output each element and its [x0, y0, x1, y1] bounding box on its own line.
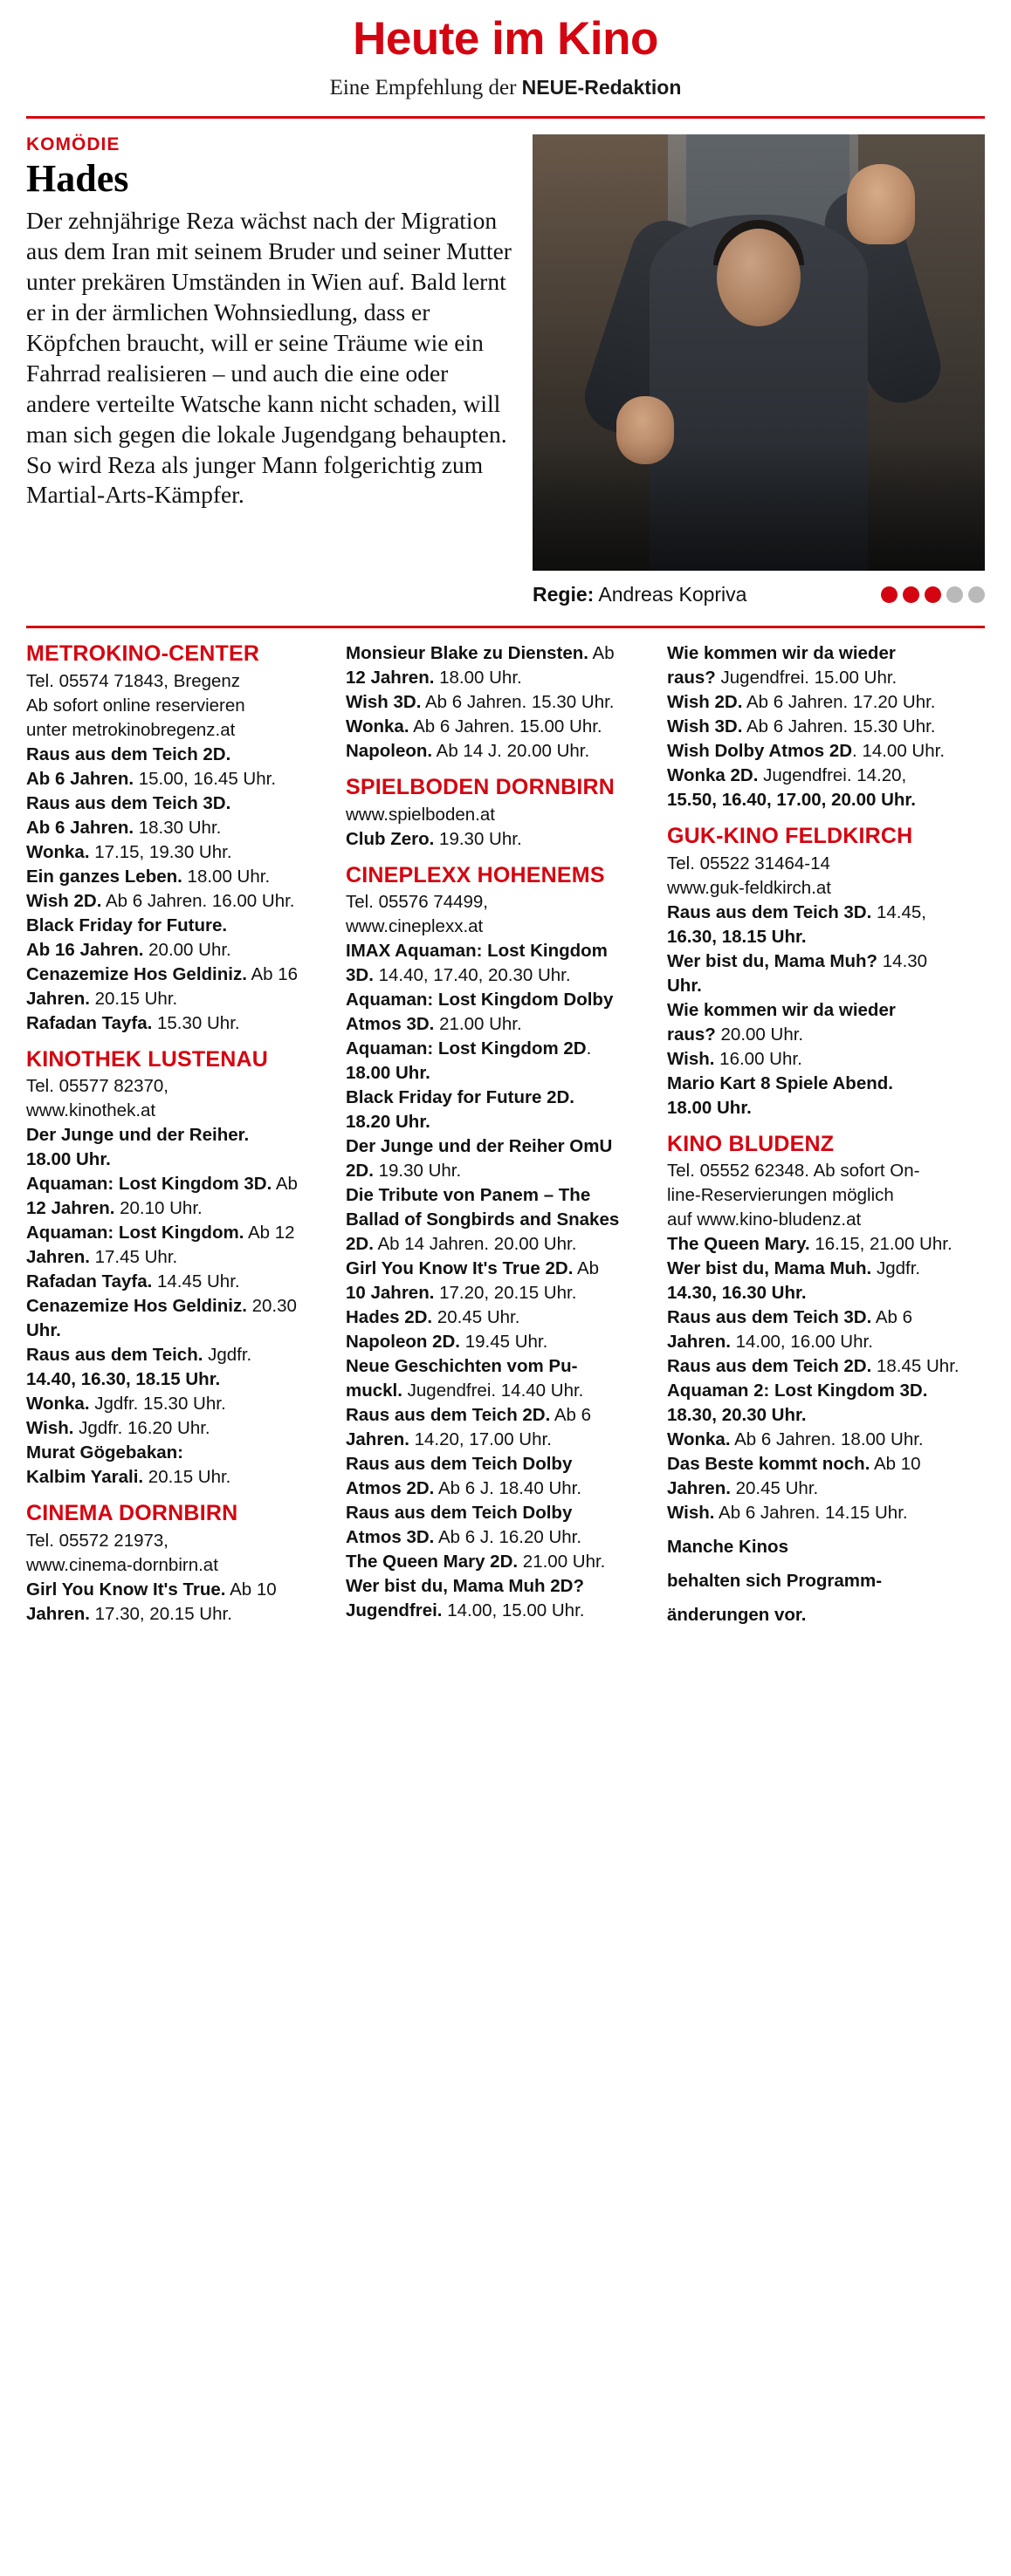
showtime-entry	[667, 975, 966, 997]
showtime-entry-title: 18.20 Uhr.	[346, 1112, 430, 1132]
showtime-entry	[346, 1233, 644, 1255]
showtime-entry	[667, 1404, 966, 1426]
showtime-entry-details: Ab	[272, 1174, 298, 1194]
showtime-entry-title: 14.40, 16.30, 18.15 Uhr.	[26, 1369, 221, 1389]
showtime-entry	[346, 1135, 644, 1157]
showtime-entry	[667, 1428, 966, 1450]
showtime-entry	[346, 1526, 644, 1548]
showtime-entry	[667, 926, 966, 948]
showtime-entry-title: Jahren.	[26, 1247, 90, 1267]
showtime-entry	[26, 1124, 323, 1146]
showtime-entry-title: 10 Jahren.	[346, 1283, 435, 1303]
showtime-entry	[346, 1551, 644, 1572]
showtime-entry	[26, 768, 323, 790]
showtime-entry	[667, 1380, 966, 1401]
showtime-entry-title: Wonka.	[26, 1394, 90, 1414]
showtime-entry-title: Wish Dolby Atmos 2D	[667, 741, 853, 761]
showtime-entry-details: 18.00 Uhr.	[182, 866, 271, 887]
masthead-subtitle	[26, 76, 985, 100]
showtime-entry-title: Raus aus dem Teich.	[26, 1345, 203, 1365]
showtime-entry-title: 18.00 Uhr.	[26, 1149, 111, 1169]
photo-vignette	[533, 440, 985, 571]
showtime-entry	[346, 1502, 644, 1524]
showtime-entry	[26, 1197, 323, 1219]
showtime-entry-title: Girl You Know It's True.	[26, 1579, 226, 1600]
showtime-entry-details: 20.10 Uhr.	[114, 1198, 203, 1218]
showtime-entry-details: 14.45,	[871, 901, 927, 922]
showtime-entry	[667, 1502, 966, 1524]
showtime-entry-title: The Queen Mary.	[667, 1234, 810, 1254]
showtime-entry-title: Atmos 3D.	[346, 1014, 435, 1034]
showtime-entry-details: Ab 10	[870, 1454, 921, 1474]
showtime-entry-title: raus?	[667, 668, 716, 688]
showtime-entry	[346, 1038, 644, 1059]
showtime-entry-title: 2D.	[346, 1161, 374, 1181]
showtime-entry-title: Ein ganzes Leben.	[26, 866, 182, 887]
showtime-entry-details: 16.15, 21.00 Uhr.	[809, 1234, 953, 1254]
showtime-entry	[667, 1048, 966, 1070]
showtime-entry-title: Uhr.	[667, 975, 702, 996]
showtime-entry-details: 19.30 Uhr.	[373, 1161, 462, 1181]
cinema-name[interactable]: KINO BLUDENZ	[667, 1131, 835, 1156]
feature-synopsis: Der zehnjährige Reza wächst nach der Migration aus dem Iran mit seinem Bruder und seiner Mutter unter prekären Umständen in Wien auf. Bald lernt er in der ärmlichen Wohnsiedlung, dass er Köpfchen braucht, will er seine Träume wie ein Fahrrad realisieren – und auch die eine oder andere verteilte Watsche kann nicht schaden, will man sich gegen die lokale Jugendgang behaupten. So wird Reza als junger Mann folgerichtig zum Martial-Arts-Kämpfer.	[26, 207, 512, 509]
cinema-name[interactable]: CINEMA DORNBIRN	[26, 1501, 238, 1525]
cinema-info-line: Tel. 05574 71843, Bregenz	[26, 670, 241, 691]
showtime-entry	[346, 1184, 644, 1206]
showtime-entry-title: 15.50, 16.40, 17.00, 20.00 Uhr.	[667, 790, 916, 810]
showtime-entry	[26, 792, 323, 814]
showtime-entry-title: Cenazemize Hos Geldiniz.	[26, 1296, 247, 1316]
showtime-entry-title: Ab 16 Jahren.	[26, 939, 144, 960]
masthead-subtitle-bold: NEUE-Redaktion	[521, 76, 682, 99]
feature-director-credit	[533, 583, 746, 606]
showtime-entry	[346, 740, 644, 762]
showtime-entry-title: raus?	[667, 1024, 716, 1045]
showtime-entry-title: Wer bist du, Mama Muh 2D?	[346, 1576, 584, 1596]
showtime-entry-title: Wonka.	[346, 716, 409, 736]
showtime-entry-title: Monsieur Blake zu Diensten.	[346, 643, 588, 663]
showtime-entry-title: Wish 2D.	[667, 692, 743, 712]
showtime-entry	[667, 716, 966, 737]
showtime-entry-details: Ab 14 J. 20.00 Uhr.	[432, 741, 590, 761]
showtime-entry	[346, 989, 644, 1011]
showtime-entry	[346, 1111, 644, 1133]
showtime-entry-title: Jahren.	[346, 1429, 409, 1449]
showtime-entry-details: Jugendfrei. 15.00 Uhr.	[715, 668, 898, 688]
showtime-entry	[26, 1417, 323, 1439]
showtime-entry-title: Wish 3D.	[667, 716, 743, 736]
showtime-entry	[667, 691, 966, 713]
showtime-entry-details: Jgdfr. 16.20 Uhr.	[73, 1418, 210, 1438]
showtime-entry-title: Atmos 2D.	[346, 1478, 435, 1498]
showtime-entry-title: Jahren.	[26, 988, 90, 1009]
showtime-entry-details: Ab 6 Jahren. 18.00 Uhr.	[730, 1429, 924, 1449]
showtime-entry	[346, 1404, 644, 1426]
rating-dot	[881, 586, 898, 603]
showtime-entry-title: 12 Jahren.	[346, 668, 435, 688]
showtime-entry-title: 18.30, 20.30 Uhr.	[667, 1405, 807, 1425]
feature-rating	[881, 586, 985, 603]
showtime-entry-details: 19.30 Uhr.	[434, 828, 522, 849]
showtime-entry-title: Club Zero.	[346, 828, 435, 849]
showtime-entry	[667, 789, 966, 811]
showtime-entry	[346, 1380, 644, 1401]
showtime-entry-title: Raus aus dem Teich 3D.	[26, 792, 231, 813]
rating-dot	[968, 586, 985, 603]
showtime-entry	[667, 667, 966, 689]
showtime-entry	[667, 1453, 966, 1475]
showtime-entry-details: Ab 14 Jahren. 20.00 Uhr.	[373, 1234, 577, 1254]
showtime-entry	[26, 1466, 323, 1488]
showtime-entry-details: Jugendfrei. 14.20,	[758, 765, 907, 785]
showtime-entry	[26, 1148, 323, 1170]
page-title: Heute im Kino	[353, 13, 658, 65]
showtime-entry	[346, 940, 644, 962]
showtime-entry-title: Wonka.	[667, 1429, 731, 1449]
showtime-entry-title: Rafadan Tayfa.	[26, 1271, 153, 1291]
showtime-entry-details: .	[586, 1038, 592, 1058]
showtime-entry-title: The Queen Mary 2D.	[346, 1552, 519, 1572]
showtime-entry-details: 15.00, 16.45 Uhr.	[134, 768, 277, 789]
showtime-entry-details: Ab 6 Jahren. 17.20 Uhr.	[742, 692, 936, 712]
showtime-entry-details: Jgdfr.	[871, 1258, 921, 1278]
showtime-entry-details: 18.30 Uhr.	[134, 817, 222, 838]
cinema-info-line: Ab sofort online reservieren	[26, 695, 245, 716]
showtime-entry-details: 14.00, 16.00 Uhr.	[730, 1332, 873, 1352]
showtime-entry-title: Wish.	[667, 1503, 715, 1523]
showtime-entry-title: 14.30, 16.30 Uhr.	[667, 1283, 807, 1303]
showtime-entry-title: Das Beste kommt noch.	[667, 1454, 870, 1474]
showtime-entry	[667, 1355, 966, 1377]
cinema-info-line: Tel. 05572 21973,	[26, 1530, 168, 1551]
showtime-entry	[26, 1271, 323, 1292]
showtime-entry-title: Die Tribute von Panem – The	[346, 1185, 591, 1205]
cinema-info-line: www.kinothek.at	[26, 1100, 156, 1120]
showtime-entry-title: 18.00 Uhr.	[346, 1063, 430, 1083]
photo-figure-head	[717, 229, 801, 326]
showtime-entry-title: Uhr.	[26, 1320, 61, 1340]
cinema-info-line: www.cineplexx.at	[346, 916, 484, 936]
showtime-entry	[26, 866, 323, 887]
feature-film-title: Hades	[26, 157, 129, 200]
showtime-entry-details: Ab 6	[871, 1307, 913, 1327]
showtime-entry-title: Hades 2D.	[346, 1307, 433, 1327]
showtime-entry	[26, 1579, 323, 1600]
cinema-info-line: www.cinema-dornbirn.at	[26, 1554, 218, 1575]
showtime-entry-details: 21.00 Uhr.	[434, 1014, 522, 1034]
showtime-entry-details: 15.30 Uhr.	[152, 1012, 240, 1033]
showtime-entry-details: 19.45 Uhr.	[460, 1332, 548, 1352]
showtime-entry	[26, 1012, 323, 1034]
showtime-entry-title: Rafadan Tayfa.	[26, 1012, 153, 1033]
showtime-entry-details: 17.20, 20.15 Uhr.	[434, 1283, 577, 1303]
showtime-entry	[346, 1086, 644, 1108]
showtime-entry-title: Der Junge und der Reiher.	[26, 1125, 250, 1145]
showtime-entry-title: Wie kommen wir da wieder	[667, 643, 896, 663]
showtime-entry	[26, 939, 323, 961]
showtime-entry	[346, 1306, 644, 1328]
showtime-entry	[26, 817, 323, 839]
cinema-name[interactable]: GUK-KINO FELDKIRCH	[667, 824, 913, 848]
showtime-entry	[26, 1246, 323, 1268]
showtime-entry	[346, 1575, 644, 1597]
cinema-name[interactable]: KINOTHEK LUSTENAU	[26, 1046, 269, 1072]
showtime-entry	[26, 1344, 323, 1366]
showtime-entry-title: IMAX Aquaman: Lost Kingdom	[346, 941, 608, 961]
showtime-entry-title: 3D.	[346, 965, 374, 985]
showtime-entry-title: Black Friday for Future.	[26, 915, 228, 935]
showtime-entry	[667, 999, 966, 1021]
showtime-entry-title: Raus aus dem Teich 3D.	[667, 901, 872, 922]
showtime-entry-details: Ab 6 Jahren. 15.30 Uhr.	[421, 692, 615, 712]
cinema-info-line: Tel. 05577 82370,	[26, 1076, 168, 1096]
showtime-entry	[346, 691, 644, 713]
showtime-entry-details: 20.15 Uhr.	[89, 988, 178, 1009]
showtime-entry	[667, 1477, 966, 1499]
cinema-name[interactable]: METROKINO-CENTER	[26, 641, 260, 666]
showtime-entry	[667, 1331, 966, 1353]
showtime-entry	[667, 1024, 966, 1045]
showtime-entry-title: 2D.	[346, 1234, 374, 1254]
cinema-info-line: auf www.kino-bludenz.at	[667, 1209, 862, 1230]
cinema-info-line: Tel. 05552 62348. Ab sofort On-	[667, 1161, 920, 1181]
photo-figure-raised-hand	[847, 164, 915, 244]
showtime-entry-details: Jgdfr. 15.30 Uhr.	[89, 1394, 226, 1414]
showtime-entry	[346, 828, 644, 850]
showtime-entry-title: Wish 3D.	[346, 692, 422, 712]
showtime-entry	[26, 890, 323, 912]
showtime-entry-details: Ab 6 Jahren. 14.15 Uhr.	[714, 1503, 908, 1523]
showtime-entry-title: 12 Jahren.	[26, 1198, 115, 1218]
showtime-entry-title: Mario Kart 8 Spiele Abend.	[667, 1072, 893, 1093]
rating-dot	[903, 586, 919, 603]
showtime-entry-title: Jugendfrei.	[346, 1600, 443, 1620]
showtime-entry-title: Ab 6 Jahren.	[26, 768, 134, 789]
showtime-entry	[667, 642, 966, 664]
showtime-entry-title: Aquaman: Lost Kingdom.	[26, 1223, 244, 1243]
showtime-entry-details: 20.30	[246, 1296, 297, 1316]
showtime-entry-title: 18.00 Uhr.	[667, 1097, 752, 1118]
feature-genre-kicker: KOMÖDIE	[26, 134, 120, 154]
showtime-entry-details: 16.00 Uhr.	[714, 1048, 802, 1069]
showtime-entry	[346, 1331, 644, 1353]
showtime-entry	[667, 1282, 966, 1304]
showtime-entry	[667, 1072, 966, 1094]
showtime-entry-title: Atmos 3D.	[346, 1527, 435, 1547]
showtime-entry	[346, 1160, 644, 1182]
showtime-entry-title: Der Junge und der Reiher OmU	[346, 1136, 613, 1156]
showtime-entry-title: Ballad of Songbirds and Snakes	[346, 1209, 620, 1230]
showtime-entry	[26, 988, 323, 1010]
feature-credit-line	[533, 583, 985, 606]
masthead	[26, 0, 985, 100]
showtime-entry-title: Wish.	[26, 1418, 74, 1438]
showtime-entry	[346, 1600, 644, 1621]
showtime-entry-title: Aquaman: Lost Kingdom 3D.	[26, 1174, 272, 1194]
programme-change-note: Manche Kinos	[667, 1537, 788, 1557]
showtime-entry	[26, 1319, 323, 1341]
listings-column-3	[667, 642, 966, 1627]
showtime-entry	[26, 743, 323, 765]
rating-dot	[946, 586, 963, 603]
feature-director-name: Andreas Kopriva	[598, 583, 747, 606]
showtime-entry-title: Wie kommen wir da wieder	[667, 999, 896, 1020]
showtime-entry-details: Ab 12	[244, 1223, 295, 1243]
cinema-info-line: line-Reservierungen möglich	[667, 1185, 894, 1205]
cinema-info-line: unter metrokinobregenz.at	[26, 719, 236, 740]
showtime-entry-details: Ab	[573, 1258, 600, 1278]
showtime-entry-title: Raus aus dem Teich 2D.	[26, 743, 231, 764]
showtime-entry-title: Wish.	[667, 1048, 715, 1069]
feature-director-label: Regie:	[533, 583, 595, 606]
showtime-entry	[346, 1062, 644, 1084]
showtime-entry-title: Cenazemize Hos Geldiniz.	[26, 963, 247, 984]
programme-change-note: änderungen vor.	[667, 1605, 807, 1625]
showtime-entry-details: 20.45 Uhr.	[730, 1478, 819, 1498]
showtime-entry-details: Ab 6	[550, 1405, 592, 1425]
showtime-entry-details: 20.00 Uhr.	[715, 1024, 804, 1045]
showtime-entry-details: 20.00 Uhr.	[143, 939, 231, 960]
showtime-entry-title: Raus aus dem Teich 2D.	[346, 1405, 551, 1425]
showtime-entry	[26, 1173, 323, 1195]
showtime-entry	[667, 764, 966, 786]
showtime-entry-title: Jahren.	[667, 1478, 731, 1498]
showtime-entry	[346, 1013, 644, 1035]
showtime-entry-details: 17.30, 20.15 Uhr.	[89, 1603, 232, 1624]
showtime-entry	[26, 915, 323, 936]
cinema-listings	[26, 626, 985, 1627]
masthead-subtitle-prefix: Eine Empfehlung der	[329, 76, 522, 99]
showtime-entry-title: Ab 6 Jahren.	[26, 817, 134, 838]
showtime-entry	[26, 1222, 323, 1243]
showtime-entry-details: Jgdfr.	[203, 1345, 252, 1365]
showtime-entry-details: 20.15 Uhr.	[143, 1467, 231, 1487]
showtime-entry-details: 14.30	[877, 950, 928, 971]
showtime-entry-title: Neue Geschichten vom Pu-	[346, 1356, 578, 1376]
feature-photo	[533, 134, 985, 571]
cinema-name[interactable]: SPIELBODEN DORNBIRN	[346, 775, 615, 799]
cinema-name[interactable]: CINEPLEXX HOHENEMS	[346, 862, 605, 887]
showtime-entry	[346, 1282, 644, 1304]
showtime-entry	[667, 901, 966, 923]
showtime-entry-details: 17.15, 19.30 Uhr.	[89, 841, 232, 862]
showtime-entry-details: 14.00, 15.00 Uhr.	[442, 1600, 585, 1620]
showtime-entry-title: Aquaman: Lost Kingdom Dolby	[346, 990, 614, 1010]
programme-change-note: behalten sich Programm-	[667, 1571, 883, 1591]
showtime-entry-details: . 14.00 Uhr.	[852, 741, 946, 761]
showtime-entry-details: Ab 6 Jahren. 15.00 Uhr.	[409, 716, 602, 736]
showtime-entry	[346, 1428, 644, 1450]
showtime-entry-title: Aquaman: Lost Kingdom 2D	[346, 1038, 587, 1058]
showtime-entry-details: 14.45 Uhr.	[152, 1271, 240, 1291]
showtime-entry-title: muckl.	[346, 1380, 402, 1401]
listings-column-2	[346, 642, 644, 1627]
showtime-entry-title: Raus aus dem Teich 2D.	[667, 1356, 872, 1376]
cinema-info-line: Tel. 05522 31464-14	[667, 853, 830, 874]
showtime-entry-details: 14.40, 17.40, 20.30 Uhr.	[373, 965, 571, 985]
showtime-entry	[346, 1355, 644, 1377]
showtime-entry	[346, 1453, 644, 1475]
cinema-info-line: www.spielboden.at	[346, 804, 495, 825]
showtime-entry-title: Raus aus dem Teich Dolby	[346, 1503, 573, 1523]
showtime-entry-details: Ab 16	[246, 963, 299, 984]
showtime-entry-title: Wer bist du, Mama Muh.	[667, 1258, 872, 1278]
showtime-entry	[667, 950, 966, 972]
showtime-entry-title: Wish 2D.	[26, 890, 102, 911]
showtime-entry-title: Napoleon 2D.	[346, 1332, 460, 1352]
showtime-entry-details: 14.20, 17.00 Uhr.	[409, 1429, 552, 1449]
showtime-entry	[667, 1257, 966, 1279]
showtime-entry-details: 18.45 Uhr.	[871, 1356, 959, 1376]
showtime-entry-title: Jahren.	[26, 1603, 90, 1624]
showtime-entry-title: Raus aus dem Teich 3D.	[667, 1307, 872, 1327]
showtime-entry-title: Aquaman 2: Lost Kingdom 3D.	[667, 1380, 928, 1401]
showtime-entry	[667, 740, 966, 762]
showtime-entry-details: 21.00 Uhr.	[518, 1552, 606, 1572]
showtime-entry	[667, 1306, 966, 1328]
showtime-entry-title: Wonka 2D.	[667, 765, 759, 785]
showtime-entry-details: Ab 6 Jahren. 15.30 Uhr.	[742, 716, 936, 736]
showtime-entry-title: Kalbim Yarali.	[26, 1467, 144, 1487]
showtime-entry	[667, 1233, 966, 1255]
showtime-entry	[346, 642, 644, 664]
showtime-entry	[26, 1442, 323, 1463]
showtime-entry-details: Ab 10	[225, 1579, 277, 1600]
showtime-entry	[26, 963, 323, 985]
showtime-entry	[26, 1393, 323, 1415]
showtime-entry-title: Girl You Know It's True 2D.	[346, 1258, 574, 1278]
showtime-entry	[346, 1477, 644, 1499]
showtime-entry-details: Jugendfrei. 14.40 Uhr.	[402, 1380, 584, 1401]
showtime-entry-details: Ab 6 J. 16.20 Uhr.	[434, 1527, 582, 1547]
showtime-entry-title: Murat Gögebakan:	[26, 1442, 183, 1463]
showtime-entry	[26, 841, 323, 863]
showtime-entry-title: 16.30, 18.15 Uhr.	[667, 926, 807, 947]
cinema-info-line: www.guk-feldkirch.at	[667, 877, 831, 898]
listings-column-1	[26, 642, 323, 1627]
showtime-entry	[346, 1257, 644, 1279]
feature-media	[533, 134, 985, 606]
showtime-entry-details: 20.45 Uhr.	[432, 1307, 520, 1327]
rating-dot	[925, 586, 941, 603]
showtime-entry	[26, 1295, 323, 1317]
showtime-entry-details: Ab 6 Jahren. 16.00 Uhr.	[101, 890, 295, 911]
showtime-entry-title: Jahren.	[667, 1332, 731, 1352]
showtime-entry-details: 17.45 Uhr.	[89, 1247, 178, 1267]
showtime-entry	[346, 716, 644, 737]
showtime-entry-details: 18.00 Uhr.	[434, 668, 522, 688]
cinema-info-line: Tel. 05576 74499,	[346, 892, 488, 912]
showtime-entry-title: Napoleon.	[346, 741, 433, 761]
showtime-entry	[26, 1603, 323, 1625]
showtime-entry-title: Raus aus dem Teich Dolby	[346, 1454, 573, 1474]
showtime-entry	[346, 964, 644, 986]
feature-article	[26, 119, 985, 606]
showtime-entry	[667, 1097, 966, 1119]
feature-text	[26, 134, 515, 606]
showtime-entry-details: Ab	[588, 643, 615, 663]
showtime-entry	[26, 1368, 323, 1390]
showtime-entry-title: Wer bist du, Mama Muh?	[667, 950, 878, 971]
showtime-entry	[346, 1209, 644, 1230]
showtime-entry-title: Wonka.	[26, 841, 90, 862]
showtime-entry	[346, 667, 644, 689]
showtime-entry-title: Black Friday for Future 2D.	[346, 1087, 575, 1107]
showtime-entry-details: Ab 6 J. 18.40 Uhr.	[434, 1478, 582, 1498]
